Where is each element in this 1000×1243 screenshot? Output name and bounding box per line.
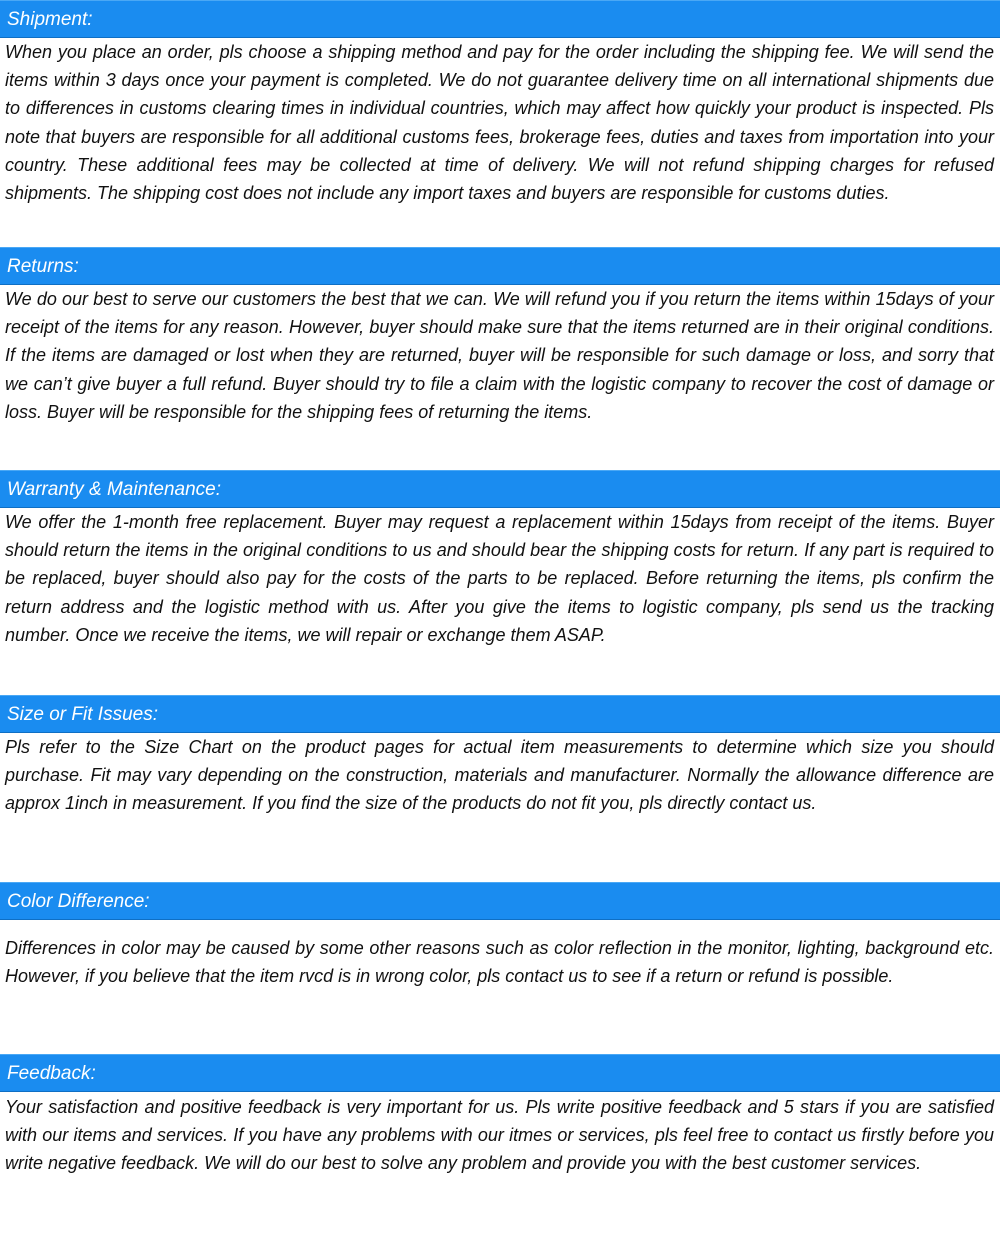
shipment-header: Shipment:	[0, 0, 1000, 38]
shipment-text: When you place an order, pls choose a shipping method and pay for the order including the shipping fee. We will send the items within 3 days once your payment is completed. We do not guarantee delivery time on all international shipments due to differences in customs clearing times in individual countries, which may affect how quickly your product is inspected. Pls note that buyers are responsible for all additional customs fees, brokerage fees, duties and taxes from importation into your country. These additional fees may be collected at time of delivery. We will not refund shipping charges for refused shipments. The shipping cost does not include any import taxes and buyers are responsible for customs duties.	[5, 42, 994, 204]
color-difference-header: Color Difference:	[0, 882, 1000, 920]
returns-section	[0, 247, 1000, 426]
feedback-text: Your satisfaction and positive feedback is very important for us. Pls write positive feedback and 5 stars if you are satisfied with our items and services. If you have any problems with our itmes or services, pls feel free to contact us firstly before you write negative feedback. We will do our best to solve any problem and provide you with the best customer services.	[5, 1097, 994, 1174]
size-fit-text: Pls refer to the Size Chart on the product pages for actual item measurements to determine which size you should purchase. Fit may vary depending on the construction, materials and manufacturer. Normally the allowance difference are approx 1inch in measurement. If you find the size of the products do not fit you, pls directly contact us.	[5, 737, 994, 814]
warranty-text: We offer the 1-month free replacement. Buyer may request a replacement within 15days from receipt of the items. Buyer should return the items in the original conditions to us and should bear the shipping costs for return. If any part is required to be replaced, buyer should also pay for the costs of the parts to be replaced. Before returning the items, pls confirm the return address and the logistic method with us. After you give the items to logistic company, pls send us the tracking number. Once we receive the items, we will repair or exchange them ASAP.	[5, 512, 994, 645]
warranty-header: Warranty & Maintenance:	[0, 470, 1000, 508]
returns-header: Returns:	[0, 247, 1000, 285]
feedback-header: Feedback:	[0, 1054, 1000, 1092]
warranty-section	[0, 470, 1000, 649]
color-difference-section	[0, 882, 1000, 990]
returns-text: We do our best to serve our customers the best that we can. We will refund you if you return the items within 15days of your receipt of the items for any reason. However, buyer should make sure that the items returned are in their original conditions. If the items are damaged or lost when they are returned, buyer will be responsible for such damage or loss, and sorry that we can’t give buyer a full refund. Buyer should try to file a claim with the logistic company to recover the cost of damage or loss. Buyer will be responsible for the shipping fees of returning the items.	[5, 289, 994, 422]
shipment-section	[0, 0, 1000, 207]
feedback-section	[0, 1054, 1000, 1178]
size-fit-header: Size or Fit Issues:	[0, 695, 1000, 733]
color-difference-text: Differences in color may be caused by some other reasons such as color reflection in the monitor, lighting, background etc. However, if you believe that the item rvcd is in wrong color, pls contact us to see if a return or refund is possible.	[5, 938, 994, 987]
size-fit-section	[0, 695, 1000, 818]
